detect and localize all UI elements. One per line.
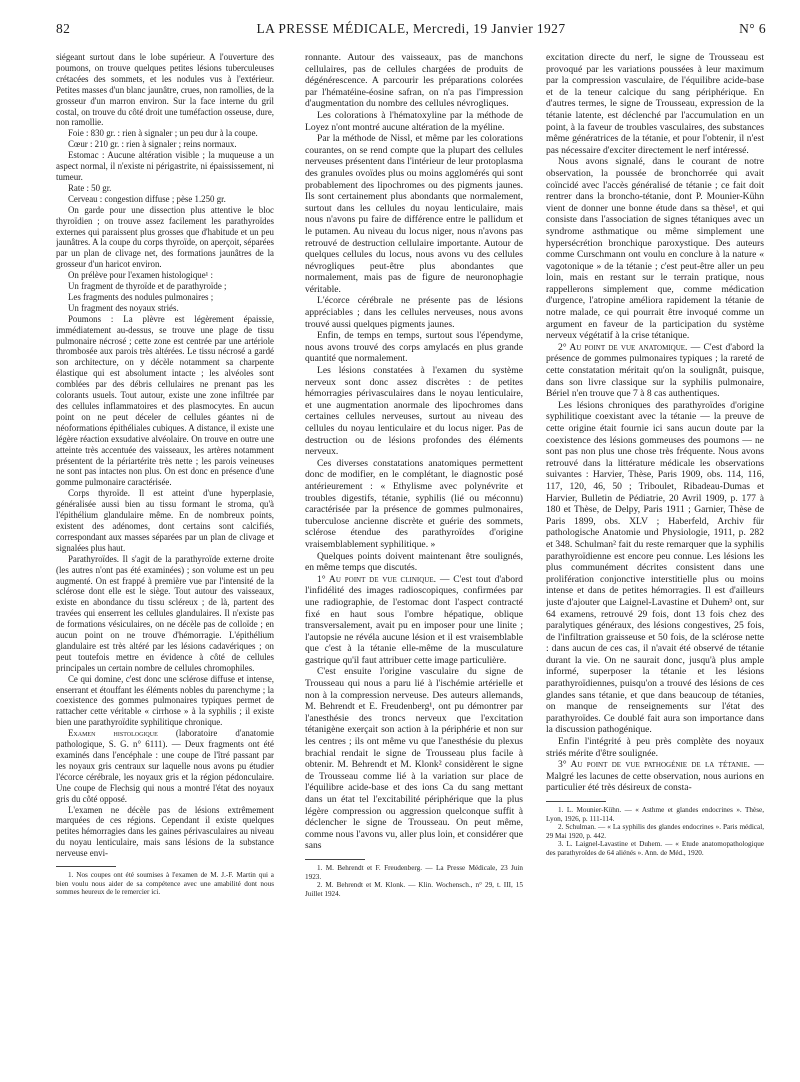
footnote: 2. Schulman. — « La syphilis des glandes endocrines ». Paris médical, 29 Mai 1920, p. 442. [546, 823, 764, 840]
paragraph: L'examen ne décèle pas de lésions extrêmement marquées de ces régions. Cependant il existe quelques petites hémorragies dans les gaines périvasculaires au niveau du noyau lenticulaire, mais sans lésions de la substance nerveuse envi- [56, 804, 274, 859]
footnote: 1. M. Behrendt et F. Freudenberg. — La Presse Médicale, 23 Juin 1923. [305, 863, 523, 881]
footnote-divider [56, 866, 116, 867]
column-middle [305, 52, 523, 1062]
footnote: 3. L. Laignel-Lavastine et Duhem. — « Etude anatomopathologique des parathyroïdes de 64 aliénés ». Ann. de Méd., 1920. [546, 840, 764, 857]
paragraph: ronnante. Autour des vaisseaux, pas de manchons cellulaires, pas de cellules chargées de produits de dégénérescence. A parcourir les préparations colorées par l'hématéine-éosine safran, on n'a pas l'impression d'augmentation du nombre des cellules névrogliques. [305, 52, 523, 110]
footnote-divider [305, 859, 365, 860]
paragraph: Par la méthode de Nissl, et même par les colorations courantes, on se rend compte que la plupart des cellules nerveuses présentent dans l'intérieur de leur protoplasma des granules ovoïdes plus ou moins agglomérés qui sont probablement des lipochromes ou des pigments jaunes. Ils sont certainement plus abondants que normalement, surtout dans les cellules du noyau lenticulaire, mais nous n'avons pu faire de différence entre le pallidum et le putamen. Au niveau du locus niger, nous n'avons pas retrouvé de destruction cellulaire importante. Autour de quelques cellules du locus, nous avons vu des cellules névrogliques peut-être plus abondantes que normalement, mais pas de figure de neuronophagie véritable. [305, 133, 523, 295]
issue-number: N° 6 [739, 21, 766, 36]
running-header [56, 21, 766, 41]
paragraph: Nous avons signalé, dans le courant de notre observation, la poussée de bronchorrée qui avait coïncidé avec l'accès généralisé de tétanie ; ce fait doit rentrer dans la broncho-tétanie, dont P. Mounier-Kühn vient de donner une bonne étude dans sa thèse¹, et qui consiste dans l'association de signes tétaniques avec un syndrome asthmatique ou même simplement une hypersécrétion bronchique paroxystique. Des auteurs comme Curschmann ont voulu en conclure à la nature « vagotonique » de la tétanie ; c'est peut-être aller un peu loin, mais en restant sur le terrain pratique, nous rappellerons simplement que, comme médication d'urgence, l'atropine améliora rapidement la tétanie de notre malade, ce qui pourrait être invoqué comme un argument en faveur de la participation du système nerveux végétatif à la crise tétanique. [546, 156, 764, 342]
paragraph: Cerveau : congestion diffuse ; pèse 1.250 gr. [68, 193, 226, 204]
paragraph: Enfin, de temps en temps, surtout sous l'épendyme, nous avons trouvé des corps amylacés en plus grande quantité que normalement. [305, 330, 523, 365]
paragraph: On garde pour une dissection plus attentive le bloc thyroïdien ; on trouve assez facilement les parathyroïdes externes qui paraissent plus grosses que d'habitude et un peu jaunâtres. A la coupe du corps thyroïde, on aperçoit, séparées par un plan de clivage net, des formations jaunâtres de la grosseur d'un haricot environ. [56, 204, 274, 270]
paragraph [546, 759, 764, 794]
paragraph: Ce qui domine, c'est donc une sclérose diffuse et intense, enserrant et étouffant les éléments nobles du parenchyme ; la coexistence des gommes pulmonaires typiques permet de rattacher cette véritable « cirrhose » à la syphilis ; il existe bien une parathyroïdite syphilitique chronique. [56, 673, 274, 728]
section-label: 1° Au point de vue clinique. [317, 573, 436, 585]
paragraph: Les colorations à l'hématoxyline par la méthode de Loyez n'ont montré aucune altération de la myéline. [305, 109, 523, 133]
paragraph: Rate : 50 gr. [68, 182, 112, 193]
footnote-divider [546, 801, 606, 802]
paragraph: Les lésions chroniques des parathyroïdes d'origine syphilitique coexistant avec la tétanie — la preuve de cette origine était fournie ici sans aucun doute par la coexistence des lésions gommeuses des poumons — ne sont pas non plus une chose très fréquente. Nous avons retrouvé dans la littérature médicale les observations suivantes : Harvier, Thèse, Paris 1909, obs. 114, 116, 117, 120, 46, 50 ; Triboulet, Ribadeau-Dumas et Harvier, Bulletin de Pédiatrie, 20 Avril 1909, p. 177 à 180 et Thèse, de Delpy, Paris 1911 ; Garnier, Thèse de Paris 1899, obs. XLV ; Haberfeld, Archiv für pathologische Anatomie und Physiologie, 1911, p. 282 et 348. Schulman² fait du reste remarquer que la syphilis parathyroïdienne est encore peu connue. Les lésions les plus communément décrites consistent dans une prolifération conjonctive interstitielle plus ou moins intense et dans de petites hémorragies. Il est d'ailleurs juste d'ajouter que Laignel-Lavastine et Duhem³ ont, sur 64 examens, retrouvé 29 fois, dont 13 fois chez des paralytiques généraux, des lésions congestives, 25 fois, de l'infiltration graisseuse et 50 fois, de la sclérose nette : dans aucun de ces cas, il n'avait été observé de tétanie durant la vie. On ne saurait donc, jusqu'à plus ample informé, superposer la tétanie et les lésions parathyroïdiennes, puisqu'on a trouvé des lésions de ces glandes sans tétanie, et que dans beaucoup de tétanies, on manque de renseignements sur l'état des parathyroïdes. Ce doublé fait aura son importance dans la discussion pathogénique. [546, 399, 764, 736]
paragraph: Poumons : La plèvre est légèrement épaissie, immédiatement au-dessus, se trouve une plage de tissu pulmonaire nécrosé ; cette zone est centrée par une artériole thrombosée aux parois très altérées. Le tissu nécrosé a gardé son architecture, on y décèle notamment sa charpente élastique qui est absolument intacte ; les alvéoles sont comblées par des débris cellulaires ne prenant pas les colorants usuels. Tout autour, existe une zone infiltrée par des cellules inflammatoires et des plasmocytes. En aucun point on ne peut déceler de cellules géantes ni de néoformations épithéliales cubiques. A distance, il existe une légère réaction exsudative alvéolaire. On trouve en outre une atteinte très accentuée des vaisseaux, les artères notamment présentent de la périartérite très nette ; les parois veineuses ne sont pas intactes non plus. On est donc en présence d'une gomme pulmonaire caractérisée. [56, 313, 274, 488]
list-item: Un fragment de thyroïde et de parathyroïde ; [68, 281, 227, 292]
paragraph: Foie : 830 gr. : rien à signaler ; un peu dur à la coupe. [68, 128, 258, 139]
paragraph-text: (laboratoire d'anatomie pathologique, S. G. n° 6111). — Deux fragments ont été examinés dans l'encéphale : une coupe de l'îtré passant par les noyaux gris centraux sur laquelle nous avons pu étudier l'écorce cérébrale, les noyaux gris et la région pédonculaire. Une coupe de Flechsig qui nous a montré l'état des noyaux gris du côté opposé. [56, 728, 274, 804]
paragraph: On prélève pour l'examen histologique¹ : [68, 270, 213, 281]
paragraph [305, 574, 523, 667]
paragraph-text: — C'est tout d'abord l'infidélité des images radioscopiques, confirmées par une radiographie, de l'estomac dont l'aspect contracté fixé en haut sous l'ombre hépatique, oblique transversalement, avait pu en imposer pour une linite ; l'autopsie ne révéla aucune lésion et il est vraisemblable que c'est à la tétanie elle-même de la musculature gastrique qu'il faut attribuer cette image particulière. [305, 573, 523, 666]
list-item: Les fragments des nodules pulmonaires ; [68, 291, 214, 302]
paragraph: C'est ensuite l'origine vasculaire du signe de Trousseau qui nous a paru lié à l'ischémie artérielle et non à la compression nerveuse. Des auteurs allemands, M. Behrendt et E. Freudenberg¹, ont pu démontrer par l'anesthésie des troncs nerveux que l'excitation tétanigène exerçait son action à la périphérie et non sur les centres ; ils ont même vu que l'anesthésie du plexus brachial rendait le signe de Trousseau plus facile à obtenir. M. Behrendt et M. Klonk² considèrent le signe de Trousseau comme lié à la variation sur place de l'équilibre acide-base et des ions Ca du sang mettant dans un état tel l'excitabilité périphérique que la plus légère compression ou aggression quelconque suffit à déclencher le signe de Trousseau. On peut même, comme nous l'avons vu, aller plus loin, et considérer que sans [305, 666, 523, 852]
section-label: 3° Au point de vue pathogénie de la tétanie. [558, 759, 751, 771]
column-left [56, 52, 274, 1062]
paragraph: Estomac : Aucune altération visible ; la muqueuse a un aspect normal, il n'existe ni périgastrite, ni épaississement, ni tumeur. [56, 150, 274, 182]
section-label: Examen histologique [68, 728, 158, 739]
footnote: 1. L. Mounier-Kühn. — « Asthme et glandes endocrines ». Thèse, Lyon, 1926, p. 111-114. [546, 806, 764, 823]
paragraph-text: — Malgré les lacunes de cette observation, nous aurions en particulier été très désireux de consta- [546, 759, 764, 794]
paragraph: Ces diverses constatations anatomiques permettent donc de modifier, en le complétant, le diagnostic posé antérieurement : « Ethylisme avec polynévrite et troubles digestifs, tétanie, syphilis (lié ou méconnu) caractérisée par la présence de gommes pulmonaires, tuberculose ancienne discrète et guérie des sommets, sclérose étendue des parathyroïdes d'origine vraisemblablement syphilitique. » [305, 457, 523, 550]
paragraph-text: — C'est d'abord la présence de gommes pulmonaires typiques ; la rareté de cette constatation méritait qu'on la soulignât, puisque, dans son livre classique sur la syphilis pulmonaire, Bériel n'en trouve que 7 à 8 cas authentiques. [546, 341, 764, 400]
paragraph: Quelques points doivent maintenant être soulignés, en même temps que discutés. [305, 550, 523, 574]
paragraph: Parathyroïdes. Il s'agit de la parathyroïde externe droite (les autres n'ont pas été examinées) ; son volume est un peu augmenté. On est frappé à première vue par l'intensité de la sclérose dont elle est le siège. Tout autour des vaisseaux, existe en abondance du tissu scléreux ; de là, partent des travées qui enserrent les cellules glandulaires. Il n'existe pas de formations vésiculaires, on ne décèle pas de colloïde ; en aucun point on ne trouve d'hémorragie. L'épithélium glandulaire est très altéré par les lésions cadavériques ; on peut toutefois mettre en évidence à côté de cellules principales un certain nombre de cellules chromophiles. [56, 553, 274, 673]
paragraph: Enfin l'intégrité à peu près complète des noyaux striés mérite d'être soulignée. [546, 736, 764, 759]
paragraph: Corps thyroïde. Il est atteint d'une hyperplasie, généralisée aussi bien au tissu formant le stroma, qu'à l'épithélium glandulaire même. En de nombreux points, existent des adénomes, dont certains sont calcifiés, correspondant aux masses séparées par un plan de clivage et signalées plus haut. [56, 488, 274, 553]
paragraph [56, 728, 274, 804]
journal-title: LA PRESSE MÉDICALE, Mercredi, 19 Janvier 1927 [256, 21, 566, 36]
paragraph: excitation directe du nerf, le signe de Trousseau est provoqué par les variations poussées à leur maximum par la compression vasculaire, de l'équilibre acide-base et de la teneur calcique du sang périphérique. En d'autres termes, le signe de Trousseau, expression de la tétanie latente, est déclenché par l'accumulation en un point, à la faveur de troubles vasculaires, des substances même génératrices de la tétanie, et pour l'obtenir, il n'est pas nécessaire d'exciter directement le nerf intéressé. [546, 52, 764, 156]
column-right [546, 52, 764, 1062]
footnote: 2. M. Behrendt et M. Klonk. — Klin. Wochensch., n° 29, t. III, 15 Juillet 1924. [305, 881, 523, 898]
list-item: Un fragment des noyaux striés. [68, 302, 179, 313]
paragraph: L'écorce cérébrale ne présente pas de lésions appréciables ; dans les cellules nerveuses, nous avons trouvé aussi quelques pigments jaunes. [305, 295, 523, 330]
paragraph [546, 342, 764, 400]
section-label: 2° Au point de vue anatomique. [558, 341, 688, 353]
paragraph: siégeant surtout dans le lobe supérieur. A l'ouverture des poumons, on trouve quelques petites lésions tuberculeuses crétacées des sommets, et les nodules vus à l'extérieur. Petites masses d'un blanc jaunâtre, crues, non ramollies, de la grosseur d'un marron environ. Sur la face interne du gril costal, on trouve du côté droit une tuméfaction osseuse, dure, non ramollie. [56, 52, 274, 128]
page-number: 82 [56, 21, 71, 36]
paragraph: Les lésions constatées à l'examen du système nerveux sont donc assez discrètes : de petites hémorragies périvasculaires dans le noyau lenticulaire, et une augmentation anormale des lipochromes dans certaines cellules nerveuses, surtout au niveau des cellules du noyau lenticulaire et du locus niger. Pas de destruction ou de lésions profondes des éléments nerveux. [305, 365, 523, 458]
footnote: 1. Nos coupes ont été soumises à l'examen de M. J.-F. Martin qui a bien voulu nous aider de sa compétence avec une amabilité dont nous sommes heureux de le remercier ici. [56, 871, 274, 897]
paragraph: Cœur : 210 gr. : rien à signaler ; reins normaux. [68, 139, 237, 150]
